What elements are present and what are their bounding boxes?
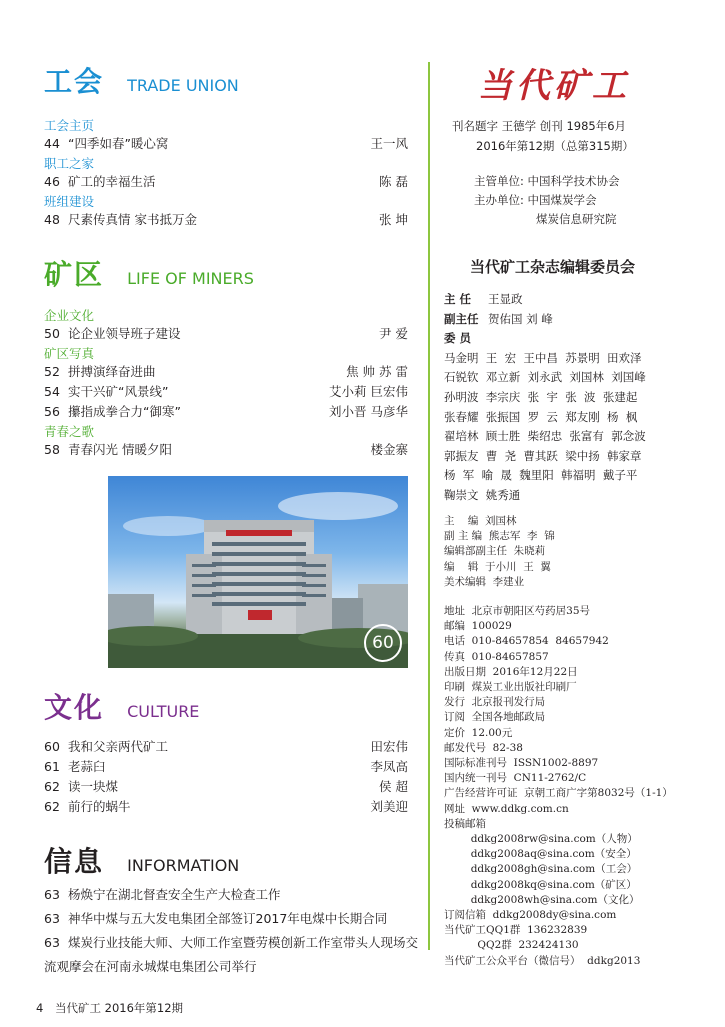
article-author: 艾小莉 巨宏伟 <box>329 384 408 399</box>
committee-title: 当代矿工杂志编辑委员会 <box>470 258 636 276</box>
email-link[interactable]: 订阅信箱 ddkg2008dy@sina.com <box>444 909 617 922</box>
page-number: 63 <box>44 887 60 902</box>
sponsor-value: 中国科学技术协会 <box>527 174 620 188</box>
editor-row: 美术编辑 李建业 <box>444 575 525 588</box>
editor-list <box>444 514 720 590</box>
category-label: 青春之歌 <box>44 424 95 439</box>
category-label: 矿区写真 <box>44 346 95 361</box>
article-author: 刘小晋 马彦华 <box>329 404 408 419</box>
email-link[interactable]: ddkg2008gh@sina.com（工会） <box>444 863 638 876</box>
member-row: 杨 军 喻 晟 魏里阳 韩福明 戴子平 <box>444 468 638 483</box>
culture-list <box>44 737 408 817</box>
page-number: 52 <box>44 364 60 379</box>
article-title: 论企业领导班子建设 <box>67 326 181 341</box>
section-title-en: LIFE OF MINERS <box>127 269 254 288</box>
page-number: 54 <box>44 384 60 399</box>
page-number: 58 <box>44 442 60 457</box>
member-row: 马金明 王 宏 王中昌 苏景明 田欢泽 <box>444 350 642 365</box>
section-title-en: CULTURE <box>127 702 200 721</box>
toc-item[interactable] <box>44 172 408 192</box>
toc-item[interactable] <box>44 931 424 955</box>
trade-union-list <box>44 116 408 230</box>
article-title: 尺素传真情 家书抵万金 <box>67 212 197 227</box>
toc-item[interactable] <box>44 382 408 402</box>
page-number: 63 <box>44 935 60 950</box>
page-number: 62 <box>44 799 60 814</box>
information-list <box>44 883 424 979</box>
contact-row: 投稿邮箱 <box>444 817 486 830</box>
page-number: 44 <box>44 136 60 151</box>
footer-text: 当代矿工 2016年第12期 <box>54 1001 184 1015</box>
article-title: 前行的蜗牛 <box>67 799 131 814</box>
sponsor-row <box>474 172 704 191</box>
contact-row: 传真 010-84657857 <box>444 650 549 663</box>
contact-row: 广告经营许可证 京朝工商广字第8032号（1-1） <box>444 787 673 800</box>
sponsor-row <box>474 191 704 210</box>
member-row: 鞠崇文 姚秀通 <box>444 487 521 502</box>
article-title: 攥指成拳合力“御寒” <box>67 404 181 419</box>
page-footer <box>36 1000 183 1016</box>
info-line-2: 2016年第12期（总第315期） <box>476 139 634 153</box>
sponsor-value: 煤炭信息研究院 <box>536 212 617 226</box>
toc-item[interactable] <box>44 324 408 344</box>
section-title-cn: 工会 <box>44 65 105 98</box>
article-title: 流观摩会在河南永城煤电集团公司举行 <box>44 959 257 974</box>
info-line-1: 刊名题字 王德学 创刊 1985年6月 <box>452 119 627 133</box>
section-information <box>44 840 424 880</box>
toc-item[interactable] <box>44 402 408 422</box>
contact-row: 发行 北京报刊发行局 <box>444 696 546 709</box>
toc-item[interactable] <box>44 797 408 817</box>
contact-row: 订阅 全国各地邮政局 <box>444 711 546 724</box>
article-title: 青春闪光 情暖夕阳 <box>67 442 172 457</box>
column-divider <box>428 62 430 950</box>
section-life-of-miners <box>44 253 424 293</box>
email-link[interactable]: ddkg2008rw@sina.com（人物） <box>444 833 638 846</box>
contact-row: 当代矿工QQ1群 136232839 <box>444 924 588 937</box>
section-title-en: TRADE UNION <box>127 76 239 95</box>
section-trade-union <box>44 60 424 100</box>
article-author: 焦 帅 苏 雷 <box>346 364 408 379</box>
toc-item[interactable] <box>44 777 408 797</box>
page-number: 62 <box>44 779 60 794</box>
sponsor-list <box>474 172 704 229</box>
category-label: 企业文化 <box>44 308 95 323</box>
sponsor-row <box>536 210 704 229</box>
page-badge: 60 <box>364 624 402 662</box>
contact-row: 国际标准刊号 ISSN1002-8897 <box>444 757 599 770</box>
footer-page-number: 4 <box>36 1001 44 1015</box>
page-number: 56 <box>44 404 60 419</box>
editor-row: 副 主 编 熊志军 李 锦 <box>444 530 555 543</box>
toc-item[interactable] <box>44 737 408 757</box>
article-author: 王一风 <box>370 136 408 151</box>
article-author: 侯 超 <box>379 779 408 794</box>
member-row: 郭振友 曹 尧 曹其跃 梁中扬 韩家章 <box>444 448 642 463</box>
building-photo <box>108 476 408 668</box>
sponsor-value: 中国煤炭学会 <box>527 193 597 207</box>
section-title-en: INFORMATION <box>127 856 240 875</box>
contact-row: QQ2群 232424130 <box>444 939 579 952</box>
contact-row: 定价 12.00元 <box>444 726 513 739</box>
toc-item[interactable] <box>44 210 408 230</box>
director-value: 王显政 <box>488 292 523 306</box>
section-title-cn: 文化 <box>44 691 105 724</box>
toc-item[interactable] <box>44 362 408 382</box>
article-author: 刘美迎 <box>370 799 408 814</box>
toc-item[interactable] <box>44 134 408 154</box>
vice-director-label: 副主任 <box>444 311 479 326</box>
article-title: 老蒜臼 <box>67 759 106 774</box>
member-row: 翟培林 顾士胜 柴绍忠 张富有 郭念波 <box>444 429 646 444</box>
toc-item[interactable] <box>44 757 408 777</box>
article-title: 实干兴矿“风景线” <box>67 384 169 399</box>
contact-row: 印刷 煤炭工业出版社印刷厂 <box>444 681 577 694</box>
website-link[interactable]: 网址 www.ddkg.com.cn <box>444 802 569 815</box>
toc-item[interactable] <box>44 907 424 931</box>
contact-row: 电话 010-84657854 84657942 <box>444 635 609 648</box>
members-label: 委 员 <box>444 331 472 346</box>
article-author: 尹 爱 <box>379 326 408 341</box>
contact-row: 邮编 100029 <box>444 620 512 633</box>
article-title: 杨焕宁在湖北督查安全生产大检查工作 <box>67 887 281 902</box>
page-number: 60 <box>44 739 60 754</box>
article-title: 矿工的幸福生活 <box>67 174 156 189</box>
article-title: 读一块煤 <box>67 779 118 794</box>
toc-item[interactable] <box>44 883 424 907</box>
article-author: 李凤高 <box>370 759 408 774</box>
article-author: 田宏伟 <box>370 739 408 754</box>
toc-item-continuation <box>44 955 424 979</box>
email-link[interactable]: ddkg2008wh@sina.com（文化） <box>444 893 640 906</box>
member-row: 孙明波 李宗庆 张 宇 张 波 张建起 <box>444 389 638 404</box>
toc-item[interactable] <box>44 440 408 460</box>
section-title-cn: 信息 <box>44 845 105 878</box>
publication-info <box>452 118 712 154</box>
contact-row: 出版日期 2016年12月22日 <box>444 665 578 678</box>
category-label: 职工之家 <box>44 156 95 171</box>
article-title: 神华中煤与五大发电集团全部签订2017年电煤中长期合同 <box>67 911 388 926</box>
email-link[interactable]: ddkg2008kq@sina.com（矿区） <box>444 878 637 891</box>
sponsor-label: 主管单位: <box>474 174 524 188</box>
sponsor-label: 主办单位: <box>474 193 524 207</box>
vice-director-value: 贺佑国 刘 峰 <box>488 311 553 326</box>
contact-row: 当代矿工公众平台（微信号） ddkg2013 <box>444 954 641 967</box>
masthead-logo: 当代矿工 <box>478 66 630 106</box>
section-title-cn: 矿区 <box>44 258 105 291</box>
email-link[interactable]: ddkg2008aq@sina.com（安全） <box>444 848 637 861</box>
page-number: 61 <box>44 759 60 774</box>
article-title: 我和父亲两代矿工 <box>67 739 168 754</box>
editor-row: 主 编 刘国林 <box>444 515 517 527</box>
article-title: 煤炭行业技能大师、大师工作室暨劳模创新工作室带头人现场交 <box>67 935 418 950</box>
page-number: 50 <box>44 326 60 341</box>
article-title: 拼搏演绎奋进曲 <box>67 364 156 379</box>
category-label: 班组建设 <box>44 194 95 209</box>
life-of-miners-list <box>44 306 408 460</box>
article-title: “四季如春”暖心窝 <box>67 136 169 151</box>
editor-row: 编辑部副主任 朱晓莉 <box>444 545 546 558</box>
contact-row: 邮发代号 82-38 <box>444 741 523 754</box>
page-number: 63 <box>44 911 60 926</box>
contact-row: 地址 北京市朝阳区芍药居35号 <box>444 605 591 617</box>
contact-list <box>444 604 720 969</box>
member-row: 张春耀 张振国 罗 云 郑友刚 杨 枫 <box>444 409 638 424</box>
member-row: 石锐钦 邓立新 刘永武 刘国林 刘国峰 <box>444 370 646 385</box>
director-label: 主 任 <box>444 292 472 306</box>
section-culture <box>44 686 424 726</box>
article-author: 张 坤 <box>379 212 408 227</box>
contact-row: 国内统一刊号 CN11-2762/C <box>444 772 587 785</box>
category-label: 工会主页 <box>44 118 95 133</box>
building-illustration <box>108 476 408 668</box>
article-author: 陈 磊 <box>379 174 408 189</box>
editor-row: 编 辑 于小川 王 翼 <box>444 560 551 573</box>
page-number: 48 <box>44 212 60 227</box>
page-number: 46 <box>44 174 60 189</box>
committee-list <box>444 290 720 506</box>
article-author: 楼金寨 <box>370 442 408 457</box>
